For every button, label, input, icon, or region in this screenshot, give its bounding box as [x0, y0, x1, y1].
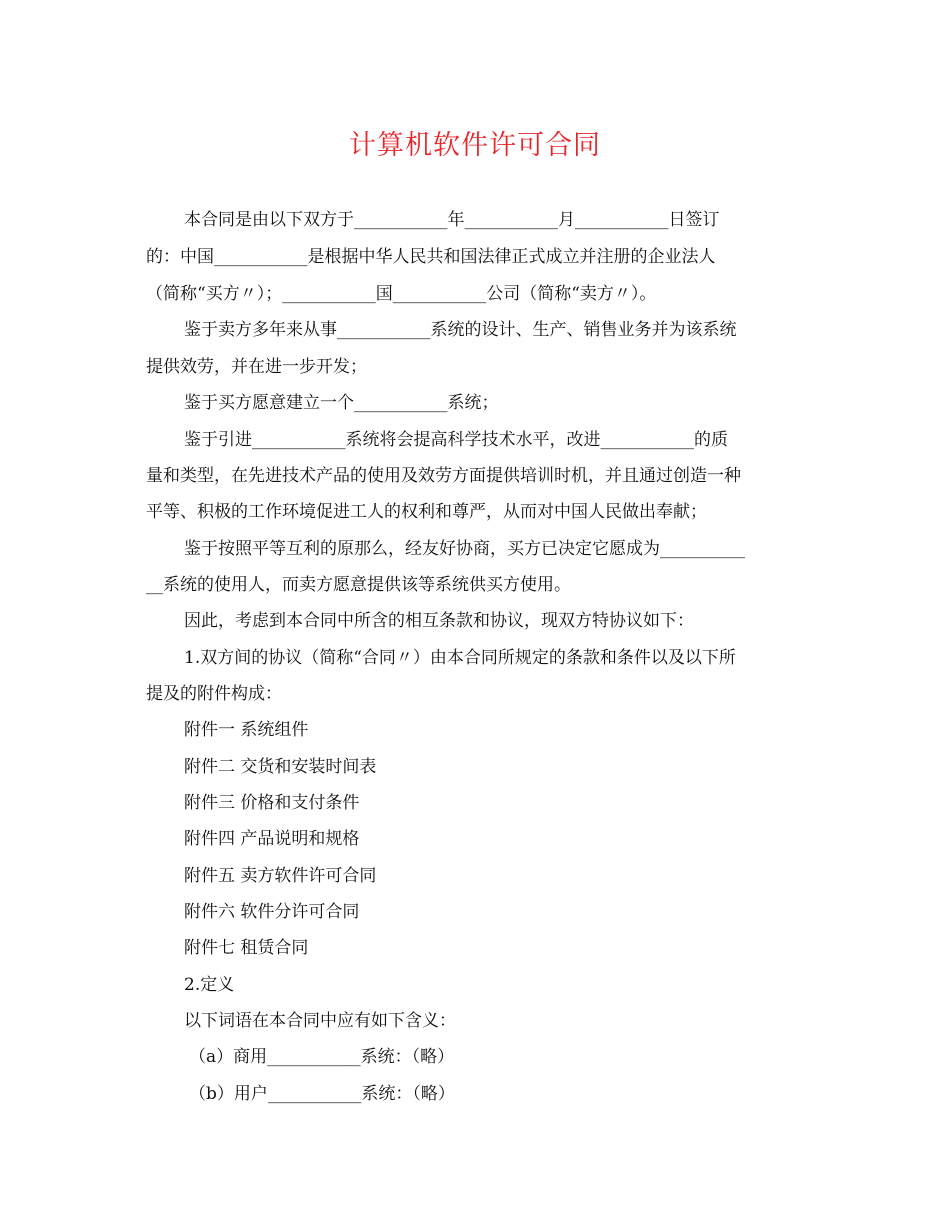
paragraph-line: __系统的使用人，而卖方愿意提供该等系统供买方使用。 [146, 575, 571, 595]
paragraph-line: 量和类型，在先进技术产品的使用及效劳方面提供培训时机，并且通过创造一种 [146, 466, 741, 486]
definition-item: （b）用户___________系统：（略） [189, 1084, 455, 1104]
paragraph-line: 鉴于按照平等互利的原那么，经友好协商，买方已决定它愿成为__________ [184, 539, 745, 559]
paragraph-line: 以下词语在本合同中应有如下含义： [184, 1011, 456, 1031]
attachment-item: 附件四 产品说明和规格 [184, 829, 360, 849]
attachment-item: 附件三 价格和支付条件 [184, 793, 360, 813]
paragraph-line: 鉴于买方愿意建立一个___________系统； [184, 393, 499, 413]
definition-item: （a）商用___________系统：（略） [189, 1047, 455, 1067]
paragraph-line: （简称“买方〃）；___________国___________公司（简称“卖方〃）。 [146, 284, 657, 304]
paragraph-line: 鉴于卖方多年来从事___________系统的设计、生产、销售业务并为该系统 [184, 320, 737, 340]
section-heading: 2.定义 [184, 975, 235, 995]
paragraph-line: 因此，考虑到本合同中所含的相互条款和协议，现双方特协议如下： [184, 611, 694, 631]
paragraph-line: 提及的附件构成： [146, 684, 282, 704]
document-title: 计算机软件许可合同 [349, 130, 601, 161]
attachment-item: 附件一 系统组件 [184, 720, 309, 740]
paragraph-line: 鉴于引进___________系统将会提高科学技术水平，改进___________的质 [184, 430, 728, 450]
paragraph-line: 本合同是由以下双方于___________年___________月___________日签订 [184, 210, 720, 230]
attachment-item: 附件七 租赁合同 [184, 938, 309, 958]
paragraph-line: 的：中国___________是根据中华人民共和国法律正式成立并注册的企业法人 [146, 247, 716, 267]
paragraph-line: 平等、积极的工作环境促进工人的权利和尊严，从而对中国人民做出奉献； [146, 502, 707, 522]
attachment-item: 附件五 卖方软件许可合同 [184, 866, 377, 886]
attachment-item: 附件六 软件分许可合同 [184, 902, 360, 922]
paragraph-line: 1.双方间的协议（简称“合同〃）由本合同所规定的条款和条件以及以下所 [184, 648, 736, 668]
attachment-item: 附件二 交货和安装时间表 [184, 757, 377, 777]
paragraph-line: 提供效劳，并在进一步开发； [146, 357, 367, 377]
